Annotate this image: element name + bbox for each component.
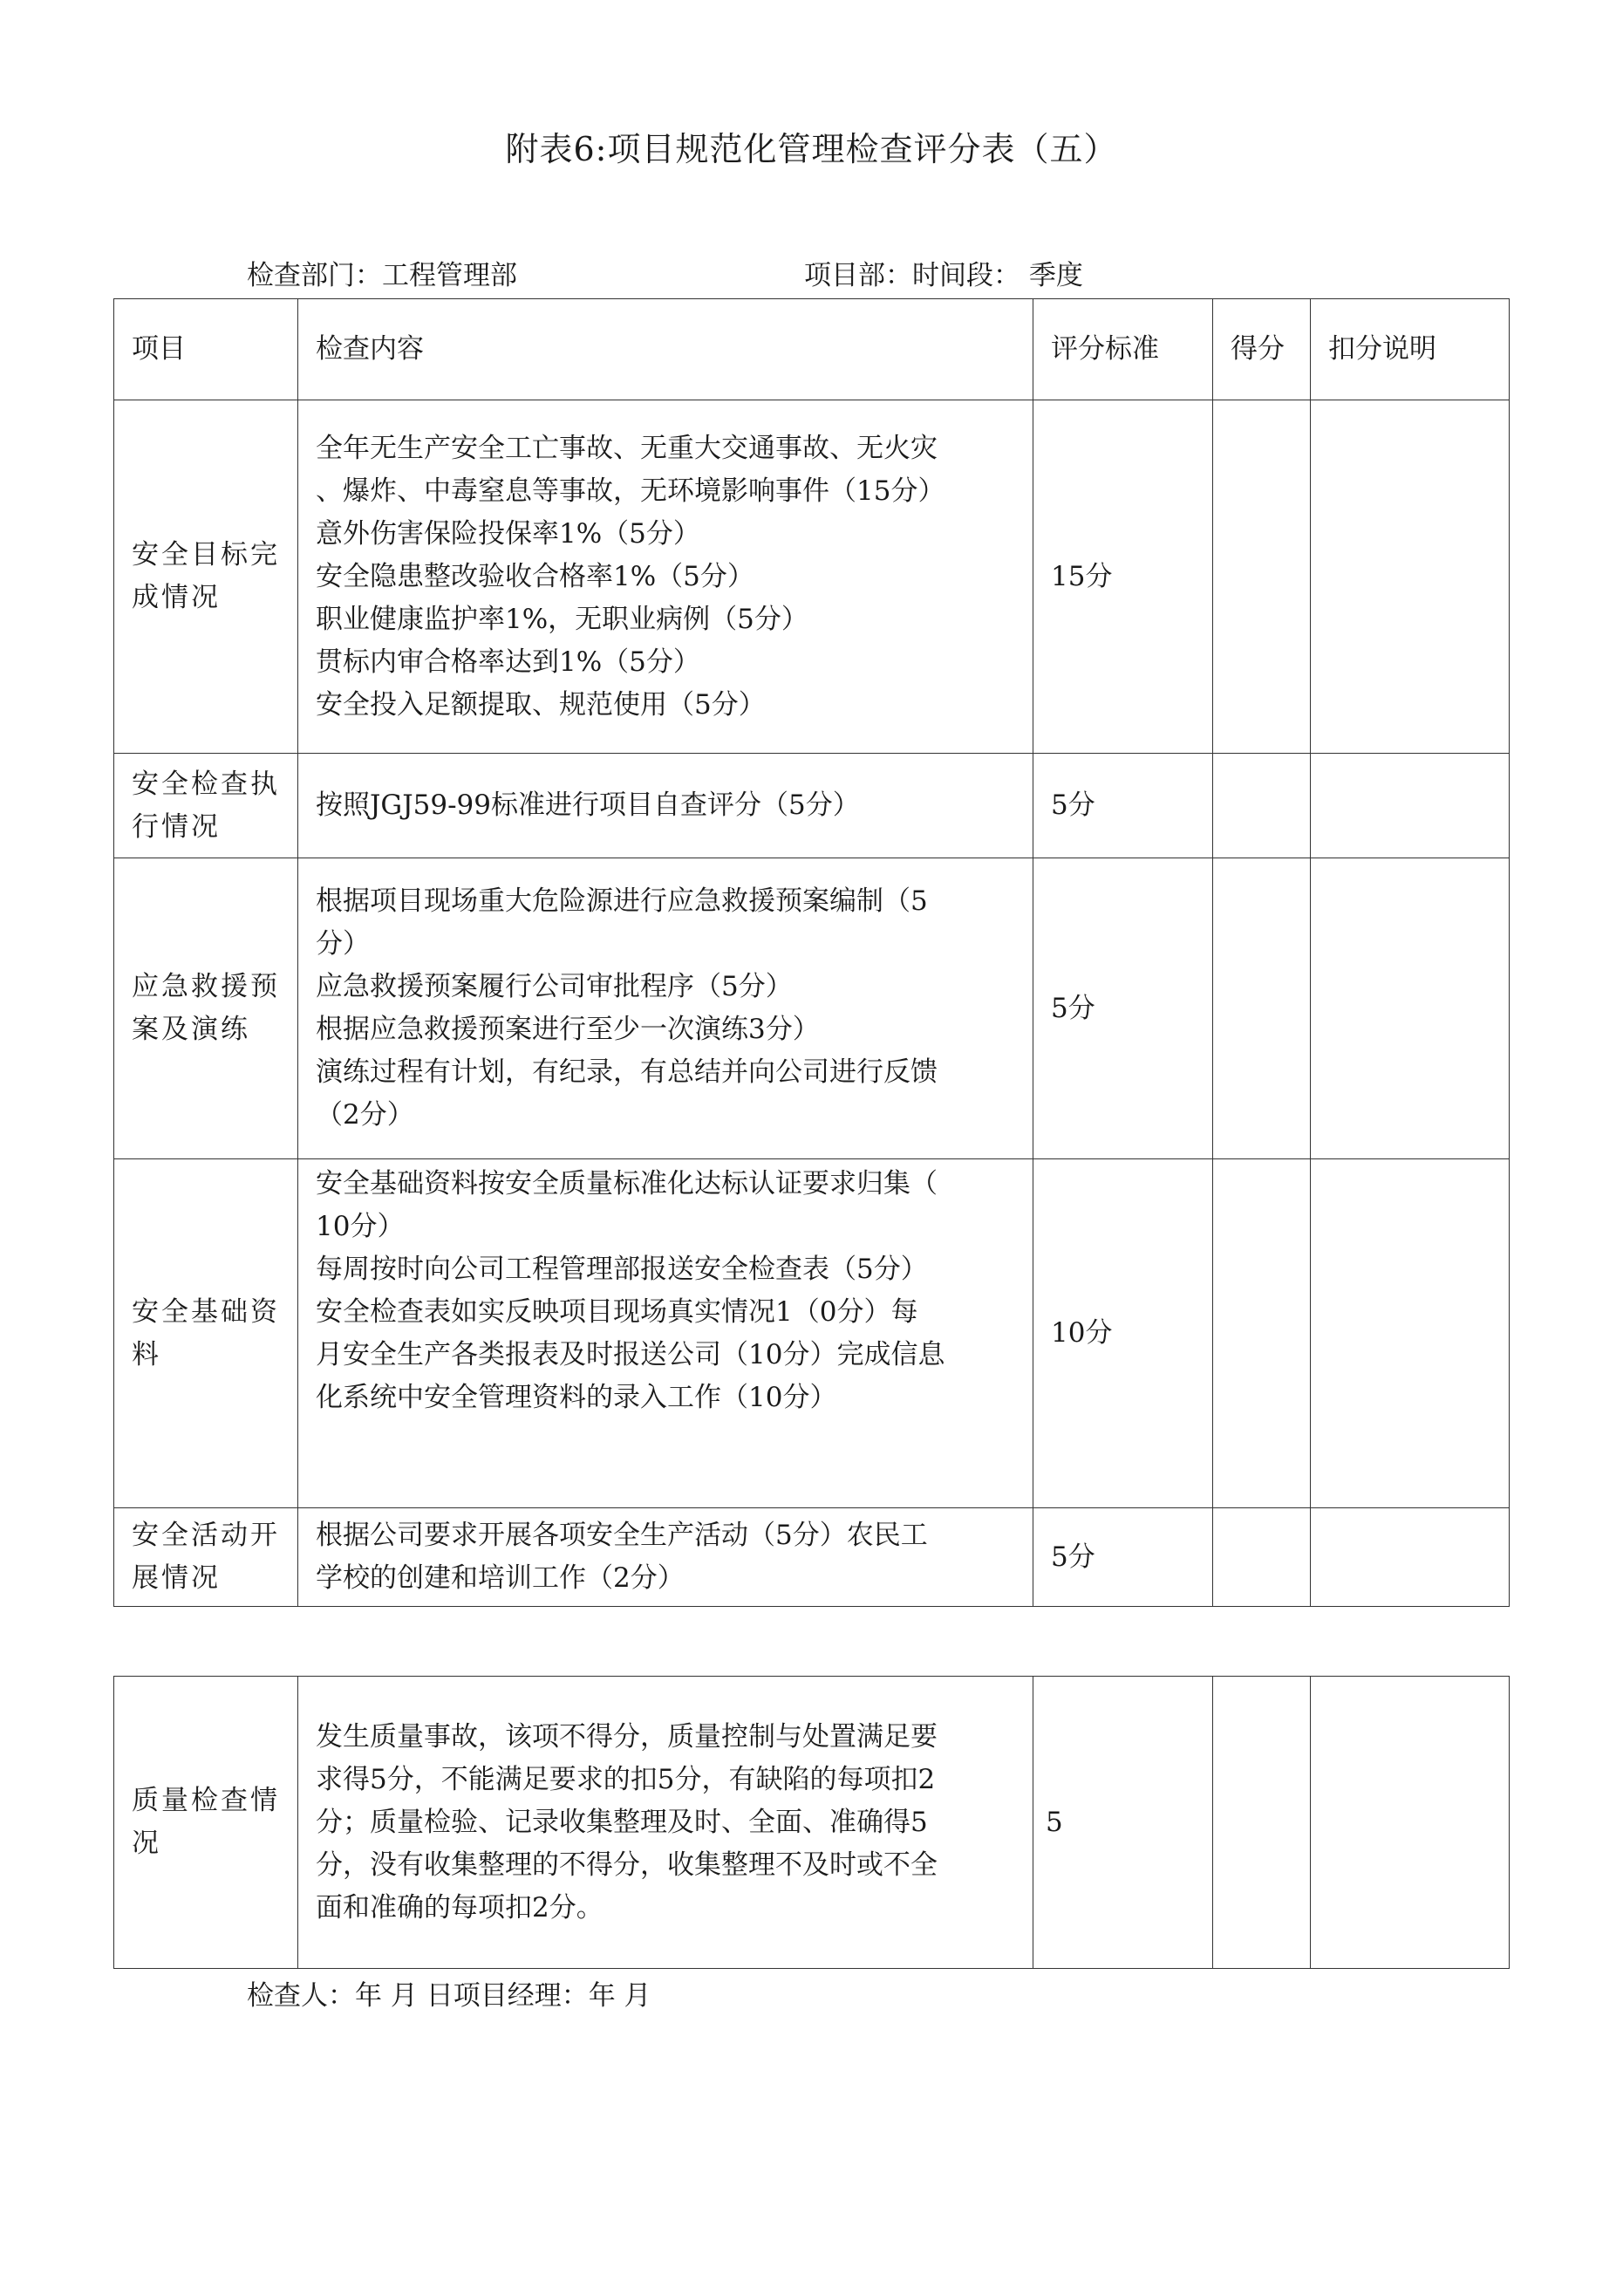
content-line: 全年无生产安全工亡事故、无重大交通事故、无火灾 [316, 432, 938, 464]
signature-line: 检查人：年 月 日项目经理：年 月 [247, 1980, 651, 2012]
table-header-row [114, 299, 1510, 400]
row-score [1213, 858, 1311, 1159]
inspection-department: 检查部门：工程管理部 [247, 260, 517, 291]
header-score: 得分 [1213, 299, 1311, 400]
row-note [1311, 1508, 1510, 1607]
content-line: 每周按时向公司工程管理部报送安全检查表（5分） [316, 1254, 928, 1285]
content-line: 安全检查表如实反映项目现场真实情况1（0分）每 [316, 1296, 918, 1328]
score-table [113, 298, 1510, 1607]
content-line: 10分） [316, 1211, 405, 1242]
row-content [298, 1677, 1033, 1969]
table-row [114, 1159, 1510, 1508]
row-content [298, 858, 1033, 1159]
page-title: 附表6:项目规范化管理检查评分表（五） [505, 130, 1118, 168]
content-line: 贯标内审合格率达到1%（5分） [316, 646, 700, 678]
content-line: 演练过程有计划，有纪录，有总结并向公司进行反馈 [316, 1056, 938, 1088]
content-line: 根据公司要求开展各项安全生产活动（5分）农民工 [316, 1520, 928, 1551]
header-standard: 评分标准 [1033, 299, 1213, 400]
project-period: 项目部：时间段： 季度 [804, 260, 1083, 291]
content-line: 、爆炸、中毒窒息等事故，无环境影响事件（15分） [316, 475, 945, 507]
row-standard: 5 [1033, 1677, 1213, 1969]
row-content [298, 400, 1033, 754]
row-standard: 5分 [1033, 858, 1213, 1159]
table-row [114, 858, 1510, 1159]
table-row [114, 754, 1510, 858]
row-note [1311, 858, 1510, 1159]
content-line: 职业健康监护率1%，无职业病例（5分） [316, 603, 808, 635]
content-line: 发生质量事故，该项不得分，质量控制与处置满足要 [316, 1720, 938, 1753]
table-row [114, 400, 1510, 754]
row-item: 安全检查执行情况 [114, 754, 298, 858]
content-line: 按照JGJ59-99标准进行项目自查评分（5分） [316, 789, 860, 821]
row-content [298, 754, 1033, 858]
header-item: 项目 [114, 299, 298, 400]
row-item: 应急救援预案及演练 [114, 858, 298, 1159]
quality-score-table [113, 1676, 1510, 1969]
content-line: 意外伤害保险投保率1%（5分） [316, 517, 700, 550]
content-line: 根据应急救援预案进行至少一次演练3分） [316, 1014, 820, 1045]
content-line: 面和准确的每项扣2分。 [316, 1891, 604, 1924]
row-item: 安全基础资料 [114, 1159, 298, 1508]
header-content: 检查内容 [298, 299, 1033, 400]
row-standard: 10分 [1033, 1159, 1213, 1508]
row-item: 质量检查情况 [114, 1677, 298, 1969]
table-row [114, 1677, 1510, 1969]
row-standard: 15分 [1033, 400, 1213, 754]
row-score [1213, 1677, 1311, 1969]
row-item: 安全活动开展情况 [114, 1508, 298, 1607]
row-content [298, 1159, 1033, 1508]
row-note [1311, 1677, 1510, 1969]
content-line: 分；质量检验、记录收集整理及时、全面、准确得5 [316, 1806, 928, 1838]
content-line: 学校的创建和培训工作（2分） [316, 1562, 685, 1594]
row-item: 安全目标完成情况 [114, 400, 298, 754]
content-line: 安全隐患整改验收合格率1%（5分） [316, 560, 754, 592]
row-score [1213, 754, 1311, 858]
row-standard: 5分 [1033, 754, 1213, 858]
content-line: 分，没有收集整理的不得分，收集整理不及时或不全 [316, 1848, 938, 1881]
content-line: （2分） [316, 1099, 414, 1131]
row-score [1213, 400, 1311, 754]
content-line: 安全基础资料按安全质量标准化达标认证要求归集（ [316, 1168, 938, 1199]
content-line: 应急救援预案履行公司审批程序（5分） [316, 971, 793, 1002]
content-line: 分） [316, 928, 370, 960]
content-line: 安全投入足额提取、规范使用（5分） [316, 688, 766, 721]
row-note [1311, 754, 1510, 858]
header-note: 扣分说明 [1311, 299, 1510, 400]
content-line: 根据项目现场重大危险源进行应急救援预案编制（5 [316, 885, 928, 917]
row-note [1311, 1159, 1510, 1508]
row-content [298, 1508, 1033, 1607]
table-row [114, 1508, 1510, 1607]
content-line: 月安全生产各类报表及时报送公司（10分）完成信息 [316, 1339, 945, 1370]
content-line: 求得5分，不能满足要求的扣5分，有缺陷的每项扣2 [316, 1763, 936, 1795]
row-score [1213, 1508, 1311, 1607]
row-standard: 5分 [1033, 1508, 1213, 1607]
row-score [1213, 1159, 1311, 1508]
row-note [1311, 400, 1510, 754]
content-line: 化系统中安全管理资料的录入工作（10分） [316, 1382, 837, 1413]
